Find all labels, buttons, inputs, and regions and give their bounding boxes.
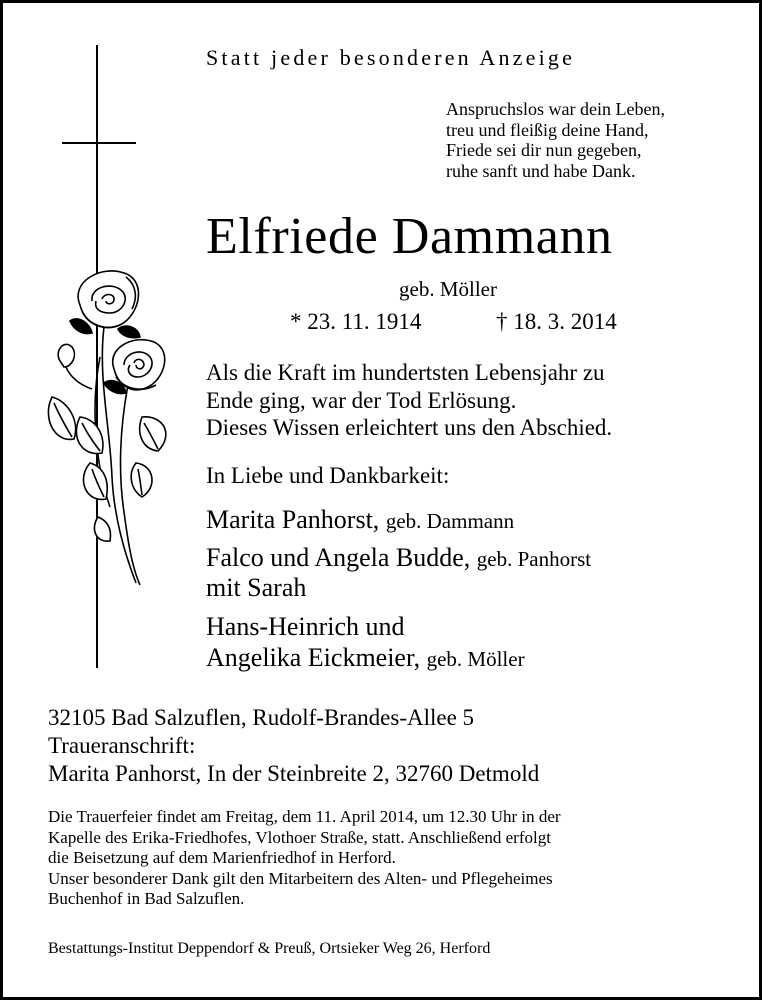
- ceremony-line: Kapelle des Erika-Friedhofes, Vlothoer Straße, statt. Anschließend erfolgt: [48, 827, 551, 847]
- mourner-entry: [206, 573, 306, 603]
- header-text: Statt jeder besonderen Anzeige: [206, 45, 576, 70]
- deceased-name: Elfriede Dammann: [206, 208, 613, 265]
- message-line: Als die Kraft im hundertsten Lebensjahr zu: [206, 360, 605, 385]
- mourner-entry: [206, 643, 525, 674]
- rose-icon: [70, 271, 140, 338]
- ceremony-line: die Beisetzung auf dem Marienfriedhof in Herford.: [48, 848, 396, 867]
- mourner-name: mit Sarah: [206, 573, 307, 602]
- ceremony-line: Unser besonderer Dank gilt den Mitarbeitern des Alten- und Pflegeheimes: [48, 868, 553, 888]
- mourner-name: Angelika Eickmeier,: [206, 643, 421, 672]
- mourner-entry: [206, 612, 405, 642]
- poem-line: Friede sei dir nun gegeben,: [446, 140, 642, 160]
- mourner-birth-name: geb. Möller: [426, 647, 525, 671]
- mourning-address: Marita Panhorst, In der Steinbreite 2, 32760 Detmold: [48, 761, 540, 786]
- ceremony-text: [48, 807, 561, 910]
- cross-icon-horizontal-bar: [62, 142, 136, 144]
- deceased-birth-name: geb. Möller: [399, 277, 497, 301]
- poem-line: ruhe sanft und habe Dank.: [446, 160, 636, 181]
- ceremony-line: Buchenhof in Bad Salzuflen.: [48, 889, 245, 908]
- mourner-entry: [206, 543, 591, 574]
- rose-icon: [104, 340, 165, 394]
- address-line: 32105 Bad Salzuflen, Rudolf-Brandes-Allee 5: [48, 705, 475, 730]
- mourning-address-label: Traueranschrift:: [48, 733, 196, 758]
- message-line: Ende ging, war der Tod Erlösung.: [206, 387, 517, 413]
- death-date: † 18. 3. 2014: [496, 309, 617, 334]
- funeral-home: Bestattungs-Institut Deppendorf & Preuß, Ortsieker Weg 26, Herford: [48, 940, 491, 957]
- roses-illustration: [40, 267, 175, 587]
- poem-line: Anspruchslos war dein Leben,: [446, 99, 665, 119]
- message-line: Dieses Wissen erleichtert uns den Abschied.: [206, 415, 613, 440]
- birth-date: * 23. 11. 1914: [290, 309, 422, 334]
- ceremony-line: Die Trauerfeier findet am Freitag, dem 11. April 2014, um 12.30 Uhr in der: [48, 807, 561, 826]
- mourner-birth-name: geb. Panhorst: [476, 547, 592, 571]
- love-line: In Liebe und Dankbarkeit:: [206, 463, 450, 488]
- mourner-name: Falco und Angela Budde,: [206, 543, 471, 572]
- poem: [446, 99, 665, 181]
- mourner-entry: [206, 505, 514, 536]
- mourner-name: Marita Panhorst,: [206, 505, 380, 534]
- mourner-name: Hans-Heinrich und: [206, 612, 405, 641]
- mourner-birth-name: geb. Dammann: [385, 509, 515, 533]
- poem-line: treu und fleißig deine Hand,: [446, 119, 649, 140]
- message: [206, 359, 612, 442]
